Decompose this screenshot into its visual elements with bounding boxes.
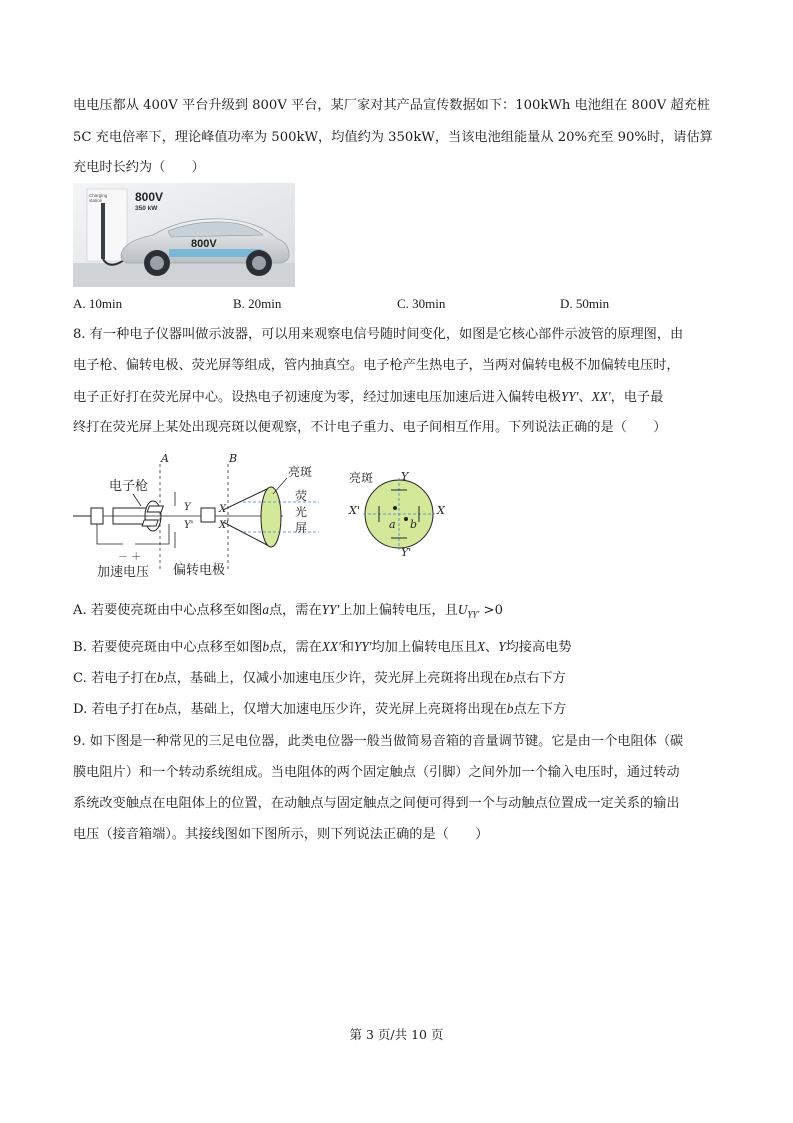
q8-text-line-3: 电子正好打在荧光屏中心。设热电子初速度为零，经过加速电压加速后进入偏转电极YY'、XX'，电子最 [73, 389, 664, 405]
station-label-1: Charging [89, 193, 108, 198]
q9-text-line-3: 系统改变触点在电阻体上的位置，在动触点与固定触点之间便可得到一个与动触点位置成一定关系的输出 [73, 796, 680, 811]
label-electron-gun: 电子枪 [109, 479, 149, 494]
label-A: A [161, 452, 169, 465]
q8-text-line-2: 电子枪、偏转电极、荧光屏等组成，管内抽真空。电子枪产生热电子，当两对偏转电极不加偏转电压时， [73, 358, 680, 373]
q9-text-line-4: 电压（接音箱端）。其接线图如下图所示，则下列说法正确的是（ ） [73, 827, 489, 842]
label-Y-front: Y [401, 470, 409, 483]
label-accel-voltage: 加速电压 [97, 565, 150, 580]
label-Xp-front: X' [349, 504, 360, 517]
label-screen-1: 荧 [295, 489, 308, 503]
label-X-front: X [437, 504, 445, 517]
charging-car-photo [73, 183, 295, 287]
q9-text-line-1: 9. 如下图是一种常见的三足电位器，此类电位器一般当做简易音箱的音量调节键。它是由一个电阻体（碳 [73, 734, 684, 749]
q8-text-line-4: 终打在荧光屏上某处出现亮斑以便观察，不计电子重力、电子间相互作用。下列说法正确的是（ ） [73, 420, 667, 435]
label-screen-3: 屏 [295, 521, 308, 535]
label-plus-minus: － ＋ [118, 552, 142, 563]
q8-option-c: C. 若电子打在b点，基础上，仅减小加速电压少许，荧光屏上亮斑将出现在b点右下方 [73, 670, 566, 686]
car-voltage: 800V [191, 238, 217, 250]
label-bright-spot: 亮斑 [288, 465, 313, 479]
q8-option-a: A. 若要使亮斑由中心点移至如图a点，需在YY'上加上偏转电压，且$U_{YY'} >0$ [73, 602, 503, 620]
label-deflection-electrodes: 偏转电极 [173, 563, 226, 578]
q8-text-line-1: 8. 有一种电子仪器叫做示波器，可以用来观察电信号随时间变化，如图是它核心部件示波管的原理图，由 [73, 327, 684, 342]
station-label-2: station [89, 198, 103, 203]
station-voltage: 800V [135, 190, 164, 204]
label-bright-spot-2: 亮斑 [349, 471, 374, 485]
label-screen-2: 光 [295, 505, 308, 519]
label-Yp-front: Y' [401, 546, 412, 559]
label-Y-plate: Y [184, 502, 191, 513]
label-point-b: b [410, 518, 418, 531]
q7-option-b: B. 20min [233, 296, 282, 311]
q7-option-a: A. 10min [73, 296, 123, 311]
q7-text-line-2: 5C 充电倍率下，理论峰值功率为 500kW，均值约为 350kW，当该电池组能量从 20%充至 90%时，请估算 [73, 130, 713, 145]
q8-option-d: D. 若电子打在b点，基础上，仅增大加速电压少许，荧光屏上亮斑将出现在b点左下方 [73, 701, 567, 717]
label-Yp-plate: Y' [184, 520, 194, 531]
page-footer: 第 3 页/共 10 页 [349, 1027, 444, 1042]
label-B: B [229, 452, 238, 465]
q7-text-line-1: 电电压都从 400V 平台升级到 800V 平台，某厂家对其产品宣传数据如下：100kWh 电池组在 800V 超充桩 [73, 98, 711, 113]
label-X-plate: X [219, 504, 227, 515]
label-Xp-plate: X' [219, 520, 229, 531]
q8-option-b: B. 若要使亮斑由中心点移至如图b点，需在XX'和YY'均加上偏转电压且X、Y均接高电势 [73, 639, 572, 655]
station-power: 350 kW [135, 205, 158, 212]
oscilloscope-tube-diagram [73, 452, 453, 582]
q7-text-line-3: 充电时长约为（ ） [73, 160, 205, 175]
q7-option-d: D. 50min [560, 296, 610, 311]
label-point-a: a [389, 518, 396, 531]
q9-text-line-2: 膜电阻片）和一个转动系统组成。当电阻体的两个固定触点（引脚）之间外加一个输入电压时，通过转动 [73, 765, 680, 780]
q7-option-c: C. 30min [397, 296, 446, 311]
